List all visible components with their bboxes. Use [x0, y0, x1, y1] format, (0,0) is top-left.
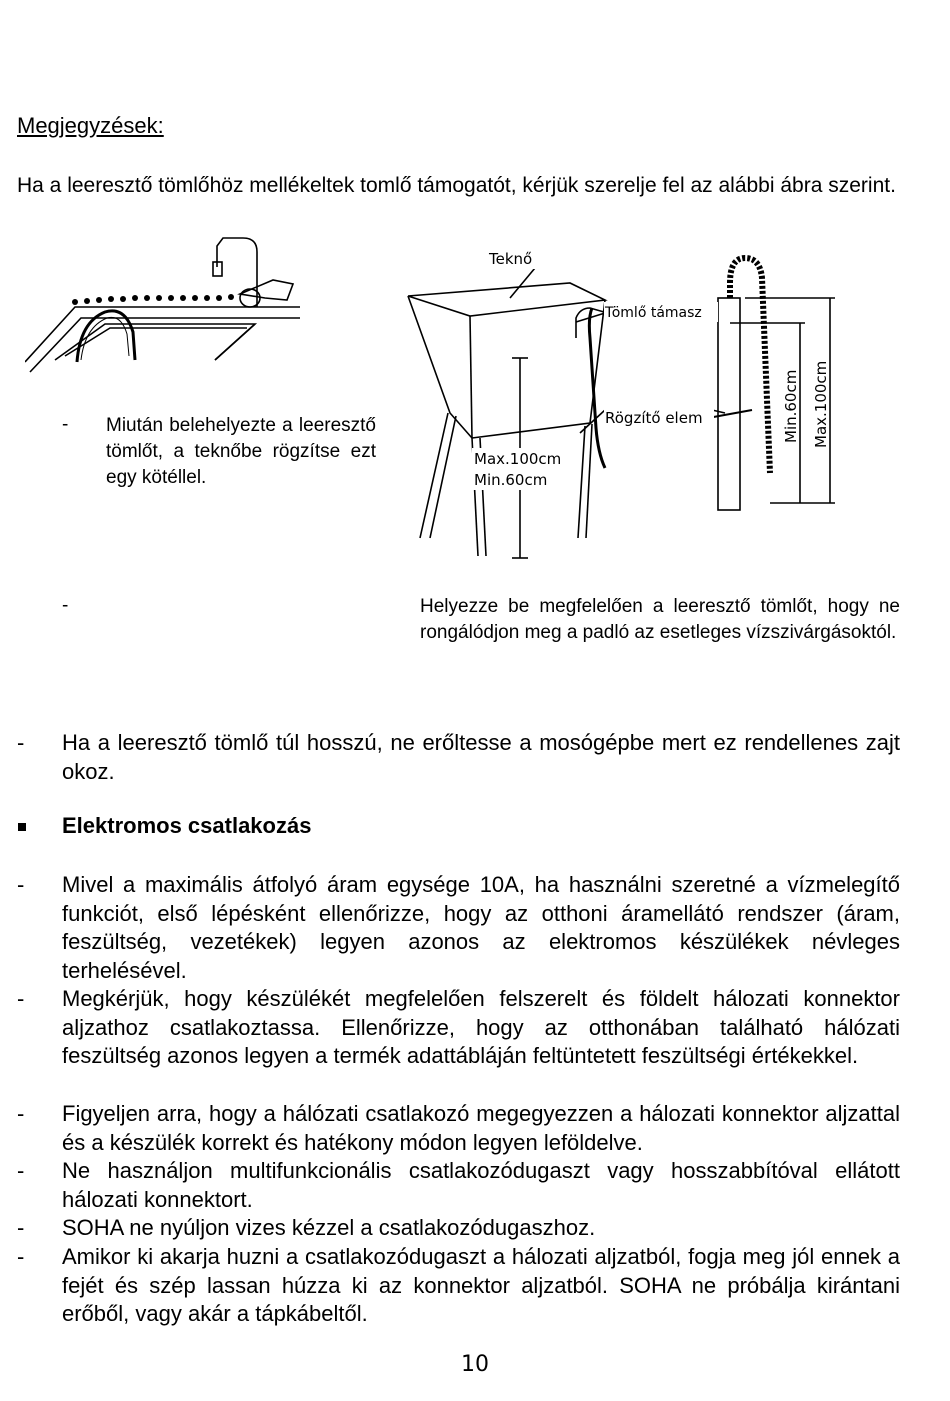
- item1-dash: -: [17, 872, 25, 897]
- note2-text: Helyezze be megfelelően a leeresztő tömlőt, hogy ne rongálódjon meg a padló az esetleges vízszivárgásoktól.: [420, 596, 900, 643]
- label-tomlo-tamasz: Tömlő támasz: [605, 305, 702, 321]
- item4-dash: -: [17, 1158, 25, 1183]
- item5-text: SOHA ne nyúljon vizes kézzel a csatlakozódugaszhoz.: [62, 1215, 596, 1240]
- page-number: 10: [461, 1352, 489, 1377]
- label-max-right: Max.100cm: [812, 360, 830, 448]
- intro-paragraph: Ha a leeresztő tömlőhöz mellékeltek tomlő támogatót, kérjük szerelje fel az alábbi ábra szerint.: [17, 174, 896, 197]
- item2-text: Megkérjük, hogy készülékét megfelelően felszerelt és földelt hálozati konnektor aljzathoz csatlakoztassa. Ellenőrizze, hogy az otthonában található hálózati feszültség azonos legyen a termék adattábláján feltüntetett feszültségi értékekkel.: [62, 986, 900, 1068]
- item5-dash: -: [17, 1215, 25, 1240]
- note3-dash: -: [17, 730, 25, 755]
- section-title: Elektromos csatlakozás: [62, 813, 312, 838]
- item2-dash: -: [17, 986, 25, 1011]
- item3-text: Figyeljen arra, hogy a hálózati csatlakozó megegyezzen a hálozati konnektor aljzattal és a készülék korrekt és hatékony módon legyen leföldelve.: [62, 1101, 900, 1155]
- note3-text: Ha a leeresztő tömlő túl hosszú, ne erőltesse a mosógépbe mert ez rendellenes zajt okoz.: [62, 730, 900, 784]
- label-min-right: Min.60cm: [782, 369, 800, 443]
- label-max-left: Max.100cm: [474, 450, 562, 468]
- item1-text: Mivel a maximális átfolyó áram egysége 10A, ha használni szeretné a vízmelegítő funkciót, első lépésként ellenőrizze, hogy az otthoni áramellátó rendszer (áram, feszültség, vezetékek) legyen azonos az elektromos készülékek névleges terhelésével.: [62, 872, 900, 983]
- label-tekno: Teknő: [489, 250, 533, 268]
- item6-dash: -: [17, 1244, 25, 1269]
- notes-title: Megjegyzések:: [17, 113, 164, 138]
- item3-dash: -: [17, 1101, 25, 1126]
- label-min-left: Min.60cm: [474, 471, 548, 489]
- item4-text: Ne használjon multifunkcionális csatlakozódugaszt vagy hosszabbítóval ellátott hálozati konnektort.: [62, 1158, 900, 1212]
- note1-dash: -: [62, 414, 69, 435]
- tub-hose-illustration: [400, 238, 840, 563]
- sink-illustration: [25, 232, 305, 392]
- label-rogzito-elem: Rögzítő elem: [605, 409, 703, 427]
- item6-text: Amikor ki akarja huzni a csatlakozódugaszt a hálozati aljzatból, fogja meg jól ennek a fejét és szép lassan húzza ki az konnektor aljzatból. SOHA ne próbálja kirántani erőből, vagy akár a tápkábeltől.: [62, 1244, 900, 1326]
- note1-text: Miután belehelyezte a leeresztő tömlőt, a teknőbe rögzítse ezt egy kötéllel.: [106, 415, 376, 488]
- section-bullet: [18, 823, 26, 831]
- note2-dash: -: [62, 595, 69, 616]
